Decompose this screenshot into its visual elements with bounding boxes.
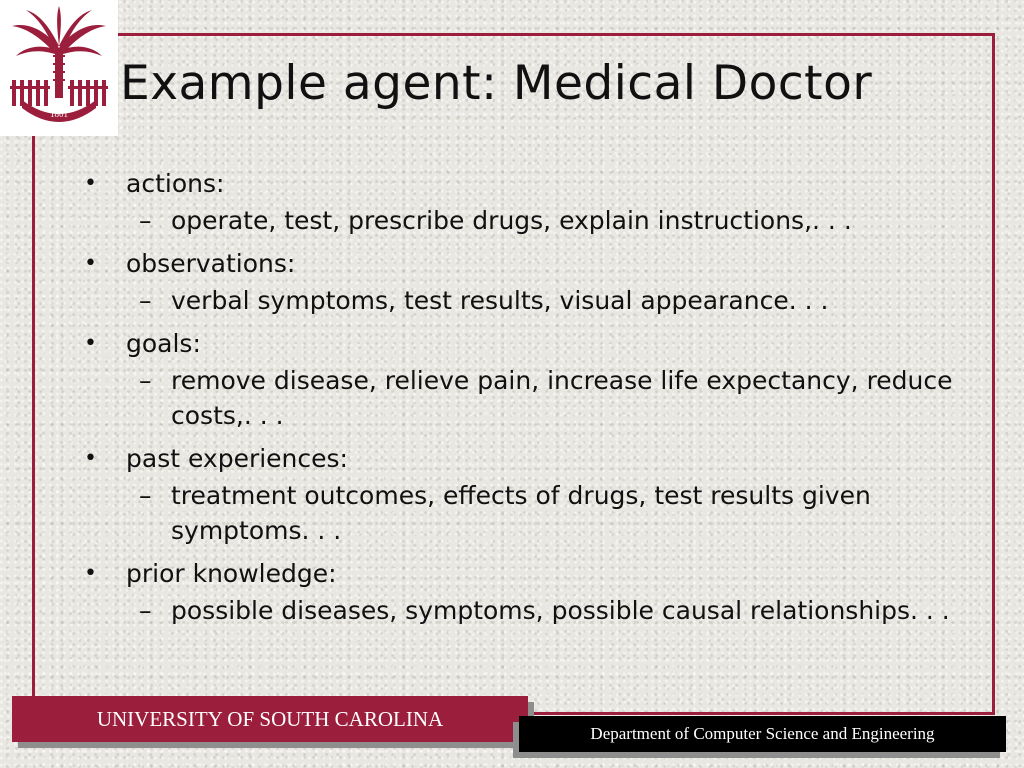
sub-bullet-list [126, 283, 964, 318]
bullet-dot-icon: • [84, 171, 97, 196]
bullet-label: observations: [126, 249, 296, 278]
bullet-item [84, 244, 964, 318]
university-logo [0, 0, 118, 136]
sub-bullet-item [126, 593, 964, 628]
svg-text:1801: 1801 [50, 109, 68, 119]
bullet-dot-icon: • [84, 561, 97, 586]
bullet-label: goals: [126, 329, 201, 358]
bullet-item [84, 324, 964, 433]
bullet-label: actions: [126, 169, 225, 198]
bullet-dot-icon: • [84, 446, 97, 471]
sub-bullet-text: operate, test, prescribe drugs, explain instructions,. . . [171, 206, 852, 235]
bullet-dot-icon: • [84, 251, 97, 276]
sub-bullet-list [126, 203, 964, 238]
department-banner [519, 716, 1006, 752]
palmetto-tree-seal-icon [0, 0, 118, 136]
sub-bullet-list [126, 478, 964, 548]
dash-icon: – [139, 596, 152, 625]
sub-bullet-item [126, 363, 964, 433]
bullet-label: prior knowledge: [126, 559, 337, 588]
bullet-dot-icon: • [84, 331, 97, 356]
sub-bullet-item [126, 478, 964, 548]
dash-icon: – [139, 481, 152, 510]
dash-icon: – [139, 286, 152, 315]
university-banner [12, 696, 528, 742]
sub-bullet-text: remove disease, relieve pain, increase life expectancy, reduce costs,. . . [171, 366, 953, 430]
sub-bullet-text: treatment outcomes, effects of drugs, test results given symptoms. . . [171, 481, 871, 545]
bullet-item [84, 554, 964, 628]
sub-bullet-text: verbal symptoms, test results, visual appearance. . . [171, 286, 829, 315]
university-name: UNIVERSITY OF SOUTH CAROLINA [96, 706, 444, 731]
bullet-item [84, 164, 964, 238]
sub-bullet-text: possible diseases, symptoms, possible causal relationships. . . [171, 596, 950, 625]
department-name: Department of Computer Science and Engineering [590, 724, 935, 743]
sub-bullet-list [126, 593, 964, 628]
sub-bullet-item [126, 203, 964, 238]
slide-bullet-list [84, 164, 964, 634]
slide-title: Example agent: Medical Doctor [120, 56, 873, 111]
bullet-item [84, 439, 964, 548]
dash-icon: – [139, 366, 152, 395]
sub-bullet-list [126, 363, 964, 433]
dash-icon: – [139, 206, 152, 235]
bullet-label: past experiences: [126, 444, 348, 473]
sub-bullet-item [126, 283, 964, 318]
